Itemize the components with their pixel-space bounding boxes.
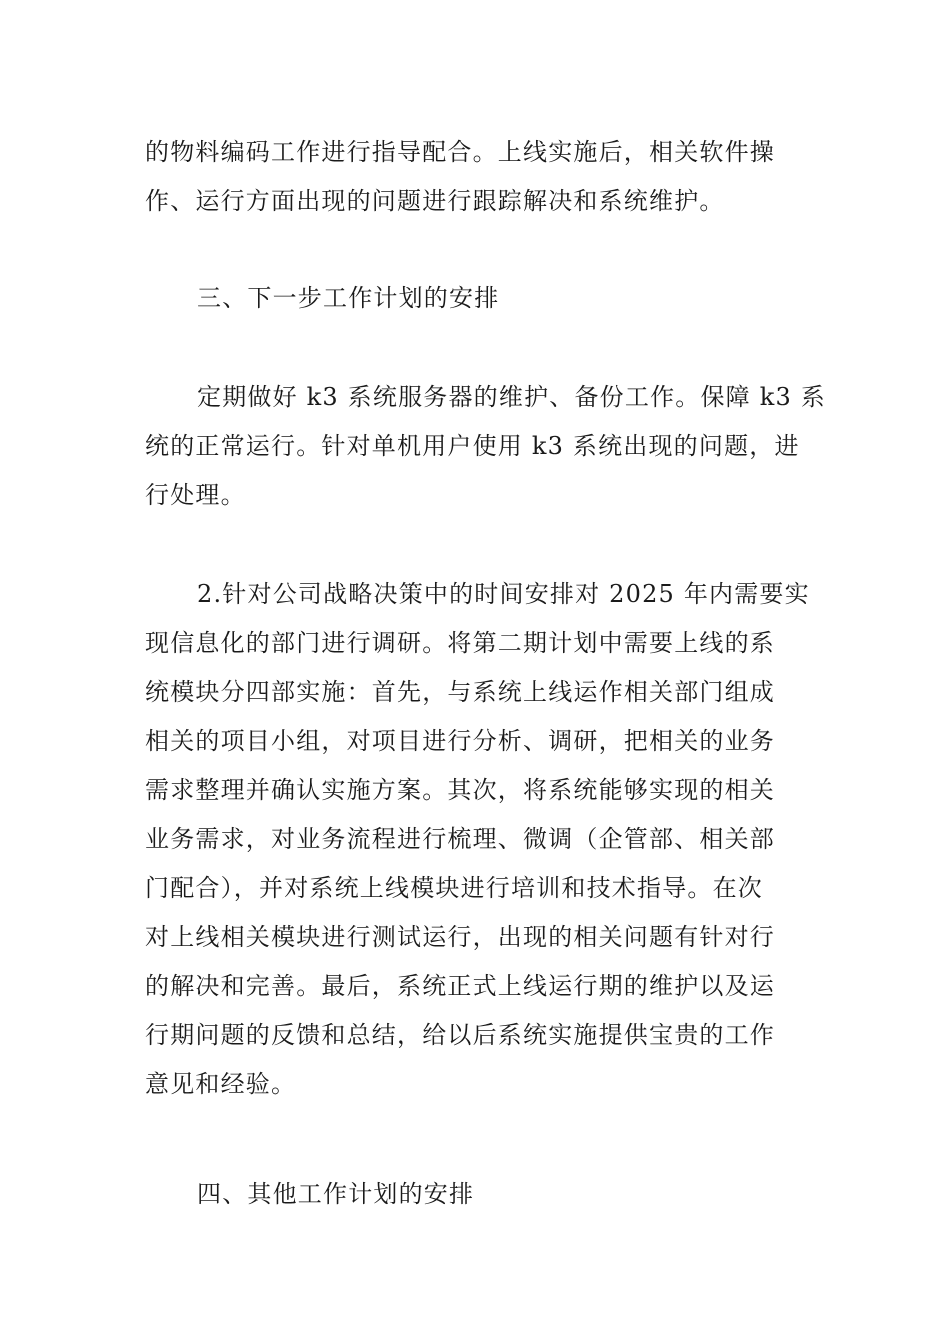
heading-text: 三、下一步工作计划的安排	[197, 284, 500, 312]
paragraph-line: 统的正常运行。针对单机用户使用 k3 系统出现的问题，进	[145, 432, 800, 460]
paragraph-line: 作、运行方面出现的问题进行跟踪解决和系统维护。	[145, 187, 725, 215]
section-heading-3	[145, 274, 810, 323]
paragraph-line: 定期做好 k3 系统服务器的维护、备份工作。保障 k3 系	[197, 383, 826, 411]
paragraph-line: 的解决和完善。最后，系统正式上线运行期的维护以及运	[145, 972, 775, 1000]
paragraph-line: 现信息化的部门进行调研。将第二期计划中需要上线的系	[145, 629, 775, 657]
paragraph-line: 的物料编码工作进行指导配合。上线实施后，相关软件操	[145, 138, 775, 166]
paragraph-line: 2.针对公司战略决策中的时间安排对 2025 年内需要实	[197, 580, 810, 608]
paragraph-k3-maintenance	[145, 373, 826, 520]
paragraph-line: 行期问题的反馈和总结，给以后系统实施提供宝贵的工作	[145, 1021, 775, 1049]
paragraph-line: 意见和经验。	[145, 1070, 297, 1098]
paragraph-line: 需求整理并确认实施方案。其次，将系统能够实现的相关	[145, 776, 775, 804]
paragraph-item-2	[145, 570, 810, 1109]
paragraph-line: 对上线相关模块进行测试运行，出现的相关问题有针对行	[145, 923, 775, 951]
heading-text: 四、其他工作计划的安排	[197, 1180, 475, 1208]
paragraph-line: 统模块分四部实施：首先，与系统上线运作相关部门组成	[145, 678, 775, 706]
paragraph-continuation	[145, 128, 810, 226]
paragraph-line: 业务需求，对业务流程进行梳理、微调（企管部、相关部	[145, 825, 775, 853]
paragraph-line: 相关的项目小组，对项目进行分析、调研，把相关的业务	[145, 727, 775, 755]
section-heading-4	[145, 1170, 810, 1219]
paragraph-line: 行处理。	[145, 481, 246, 509]
paragraph-line: 门配合），并对系统上线模块进行培训和技术指导。在次	[145, 874, 763, 902]
